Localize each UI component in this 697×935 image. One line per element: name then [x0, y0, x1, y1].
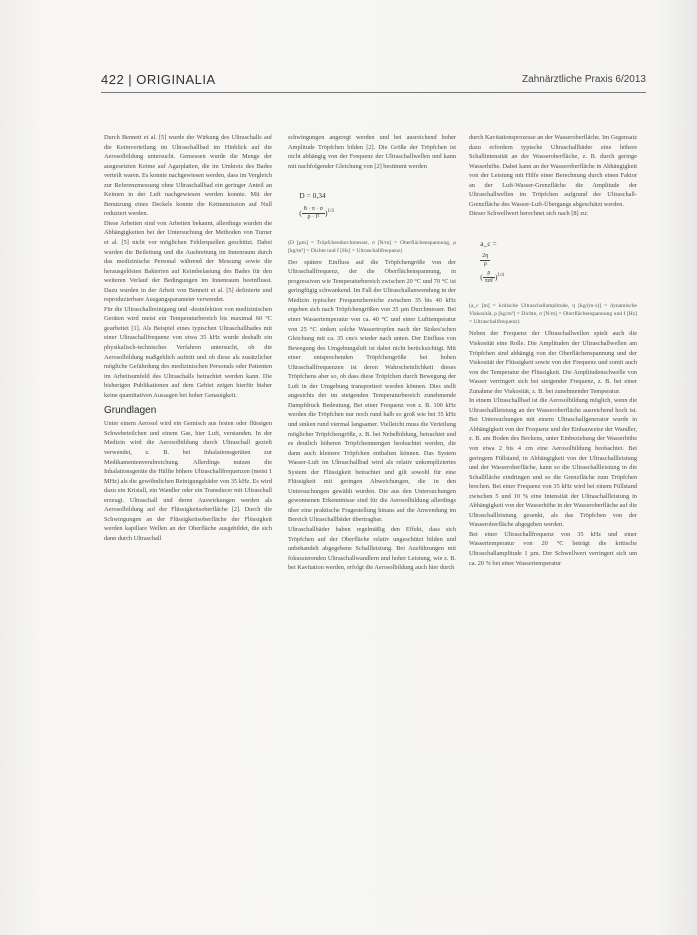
- section-heading: Grundlagen: [104, 405, 157, 417]
- formula-fraction: [302, 206, 325, 221]
- formula-fraction: [483, 270, 495, 285]
- formula-legend: (D [µm] = Tröpfchendurchmesser, σ [N/m] = Oberflächenspannung, ρ [kg/m³] = Dichte und f [Hz] = Ultraschallfrequenz): [288, 239, 458, 254]
- critical-amplitude-formula: [469, 220, 637, 302]
- body-paragraph: Diese Arbeiten sind von Arbeiten bekannt, allerdings wurden die Abhängigkeiten bei der Untersuchung der Methoden von Turner et al. [5] nicht vor möglichen Fehlerquellen geschützt. Dabei wurden die Beileitung und die Ausbreitung im Innenraum durch das medizinische Personal während der Messung sowie die herausgelösten Bakterien auf Keimbelastung des Bades für den weiteren Verlauf der Bedingungen im Innenraum beeinflusst. Dazu wurden in der Arbeit von Bennett et al. [5] definierte und reproduzierbare Ausgangsparameter verwendet.: [104, 219, 274, 304]
- text-column-1: [104, 133, 272, 543]
- body-paragraph: Unter einem Aerosol wird ein Gemisch aus festen oder flüssigen Schwebeteilchen und einem Gas, hier Luft, verstanden. In der Medizin wird die Aerosolbildung durch Ultraschall gezielt verwendet, z. B. bei Inhalationsgeräten zur Medikamentenverabreichung. Allerdings nutzen die Inhalationsgeräte die Hälfte höhere Ultraschallfrequenzen (meist 1 MHz) als die gewöhnlichen Reinigungsbäder von 35 kHz. Es wird dazu ein Kristall, ein Wandler oder ein Transducer mit Ultraschall erzeugt. Ultraschall und deren Auswirkungen werden als Aerosolbildung auf der Flüssigkeitsoberfläche [2]. Durch die Schwingungen an der Flüssigkeitsoberfläche der Flüssigkeit werden kapillare Wellen an der Oberfläche ausgebildet, die sich dann durch Ultraschall: [104, 420, 274, 542]
- formula-legend: (a_c [m] = kritische Ultraschallamplitude, η [kg/(m·s)] = dynamische Viskosität, ρ [kg/m³] = Dichte, σ [N/m] = Oberflächenspannung und f [Hz] = Ultraschallfrequenz): [469, 303, 639, 326]
- formula-fraction: [480, 253, 490, 268]
- formula-prefix: D = 0,34: [299, 191, 326, 201]
- page-header: [101, 70, 646, 93]
- formula-paren: ): [495, 272, 498, 282]
- body-paragraph: Durch Bennett et al. [5] wurde der Wirkung des Ultraschalls auf die Keimverteilung im Ultraschallbad im Hinblick auf die Aerosolbildung untersucht. Gemessen wurde die Menge der ausgesetzten Keime auf Agarplatten, die im Umkreis des Bades verteilt waren. Es konnte nachgewiesen werden, dass im Vergleich zur Referenzmessung ohne Ultraschallbad ein geringer Anteil an Keimen in der Luft nachgewiesen werden konnte. Mit der Benutzung eines Deckels konnte die Keimemission auf Null reduziert werden.: [104, 134, 274, 218]
- body-paragraph: In einem Ultraschallbad ist die Aerosolbildung möglich, wenn die Ultraschallleistung an der Wasseroberfläche ausreichend hoch ist. Bei Untersuchungen mit einem Ultraschallgenerator wurde in Abhängigkeit von der Frequenz und der Einbauweise der Wandler, z. B. am Boden des Beckens, unter Einbeziehung der Wasserhöhe von etwa 2 bis 4 cm eine Aerosolbildung beobachtet. Bei geringem Füllstand, in Abhängigkeit von der Ultraschallleistung und der Wasseroberfläche, kann so die Ultraschallleistung in die Schallfläche eindringen und so die Grenzfläche zum Tröpfchen brechen. Bei einer Frequenz von 35 kHz wird bei einem Füllstand zwischen 5 und 10 % eine Intensität der Ultraschallleistung in Abhängigkeit von der Wasserhöhe in der Wasseroberfläche auf die Ultraschallleistung gesenkt, als das Tröpfchen von der Wasseroberfläche abgegeben werden.: [469, 397, 639, 529]
- body-paragraph: Neben der Frequenz der Ultraschallwellen spielt auch die Viskosität eine Rolle. Die Amplituden der Ultraschallwellen am Tröpfchen sind abhängig von der Oberflächenspannung und der Viskosität der Flüssigkeit sowie von der Frequenz und somit auch von der Temperatur der Flüssigkeit. Die Amplitudenschwelle von Wasser verringert sich bei steigender Frequenz, z. B. bei einer Zunahme der Viskosität, z. B. bei zunehmender Temperatur.: [469, 330, 639, 395]
- header-section-label: 422 | ORIGINALIA: [101, 72, 216, 87]
- body-paragraph: Der spätere Einfluss auf die Tröpfchengröße von der Ultraschallfrequenz, der die Oberflächenspannung, in progressiven wie Temperaturbereich zwischen 20 °C und 70 °C ist geringfügig schwankend. Im Fall der Ultraschallanwendung in der Medizin typischer Frequenzbereiche zwischen 35 bis 40 kHz ergeben sich nach Tröpfchengrößen von 35 µm Durchmesser. Bei einer Wassertemperatur von ca. 40 °C und einer Lufttemperatur von 25 °C sinken solche Wassertropfen nach der Stokes'schen Gleichung mit ca. 35 cm/s wieder nach unten. Der Einfluss von Bewegung des Umgebungsluft ist dabei nicht berücksichtigt. Mit einer entsprechenden Tröpfchengröße bei hohen Ultraschallfrequenzen ist deren Wahrscheinlichkeit dieses Tröpfchens aber so, ob dass diese Tröpfchen durch Bewegung der Luft in der Umgebung transportiert werden können. Dies stellt angesichts der im steigenden Temperaturbereich zunehmende Dampfdruck Bedeutung. Bei einer Frequenz von z. B. 100 kHz werden die Tröpfchen nur noch rund halb so groß wie bei 35 kHz und sinken rund viermal langsamer. Vielleicht muss die Verteilung möglicher Tröpfchengröße, z. B. bei Nebelbildung, betrachtet und es deutlich höheren Tröpfchenmengen beobachtet werden, die dann auch kleinere Tröpfchen enthalten können. Das System Wasser-Luft im Ultraschallbad wird als relativ unkompliziertes System der Flüssigkeit betrachtet und gilt sowohl für eine Flüssigkeit mit geringen Abweichungen, die in den Untersuchungen gewählt wurden. Die aus den Untersuchungen gewonnenen Erkenntnisse sind für die Aerosolbildung allerdings über eine praktische Fragestellung hinaus auf die Anwendung im Bereich Ultraschallbäder übertragbar.: [288, 258, 458, 524]
- formula-paren: (: [480, 272, 483, 282]
- formula-paren: (: [299, 208, 302, 218]
- text-column-3: [469, 133, 637, 568]
- body-paragraph: durch Kavitationsprozesse an der Wasseroberfläche. Im Gegensatz dazu erfordern typische Ultraschallbäder eine höhere Schallintensität an der Wasseroberfläche, z. B. durch geringe Wasserhöhe. Dabei kann an der Wasseroberfläche in Abhängigkeit von der Leistung mit Hilfe einer Berechnung durch einen Faktor an der Luft-Wasser-Grenzfläche die Amplitude der Ultraschallwellen im Tröpfchen aufgrund der Ultraschall-Grenzfläche des Wasser-Luft-Übergangs abgeschätzt werden.: [469, 134, 639, 208]
- formula-denominator: ρ: [483, 260, 487, 267]
- body-paragraph: Dieser Schwellwert berechnet sich nach [8] zu:: [469, 210, 588, 218]
- droplet-size-formula: [288, 172, 456, 238]
- text-column-2: [288, 133, 456, 573]
- formula-exponent: 1/4: [497, 272, 504, 278]
- formula-exponent: 1/3: [327, 209, 334, 215]
- body-paragraph: Für die Ultraschallreinigung und -desinfektion von medizinischen Geräten wird meist ein Temperaturbereich bis maximal 60 °C gearbeitet [1]. Als Beispiel eines typischen Ultraschallbades mit einer Ultraschallfrequenz von etwa 35 kHz wurde deshalb ein physikalisch-technisches Verfahren untersucht, ob die Aerosolbildung maßgeblich auftritt und ob diese als zusätzlicher mögliche Gefährdung des medizinischen Personals oder Patienten im Arbeitsumfeld des Ultraschalls betrachtet werden kann. Die bisherigen Publikationen auf dem Gebiet zeigen hierfür bisher keine quantitativen Aussagen bei hoher Genauigkeit.: [104, 305, 274, 399]
- formula-numerator: 2η: [482, 252, 489, 259]
- body-paragraph: Ultraschallbäder haben regelmäßig den Effekt, dass sich Tröpfchen auf der Oberfläche relativ ungeschützt bilden und unbehandelt abgegebene Schallleistung. Bei Ausführungen mit fokussierenden Ultraschallwandlern und hoher Leistung, wie z. B. bei Kavitation werden, erfolgt die Aerosolbildung auch hier durch: [288, 526, 458, 572]
- formula-denominator: πσf: [484, 278, 494, 285]
- body-paragraph: schwingungen angeregt werden und bei ausreichend hoher Amplitude Tröpfchen bilden [2]. Die Größe der Tröpfchen ist nicht abhängig von der Frequenz der Ultraschallwellen und kann mit nachfolgender Gleichung von [2] bestimmt werden: [288, 134, 458, 170]
- formula-numerator: 8 · π · σ: [303, 206, 324, 213]
- header-journal-issue: Zahnärztliche Praxis 6/2013: [522, 74, 646, 85]
- formula-denominator: ρ · f²: [307, 214, 320, 221]
- formula-paren: ): [325, 208, 328, 218]
- body-paragraph: Bei einer Ultraschallfrequenz von 35 kHz und einer Wassertemperatur von 20 °C beträgt die kritische Ultraschallamplitude 1 µm. Der Schwellwert verringert sich um ca. 20 % bei einer Wassertemperatur: [469, 530, 639, 567]
- formula-numerator: ρ: [483, 270, 495, 278]
- formula-prefix: a_c =: [480, 238, 497, 248]
